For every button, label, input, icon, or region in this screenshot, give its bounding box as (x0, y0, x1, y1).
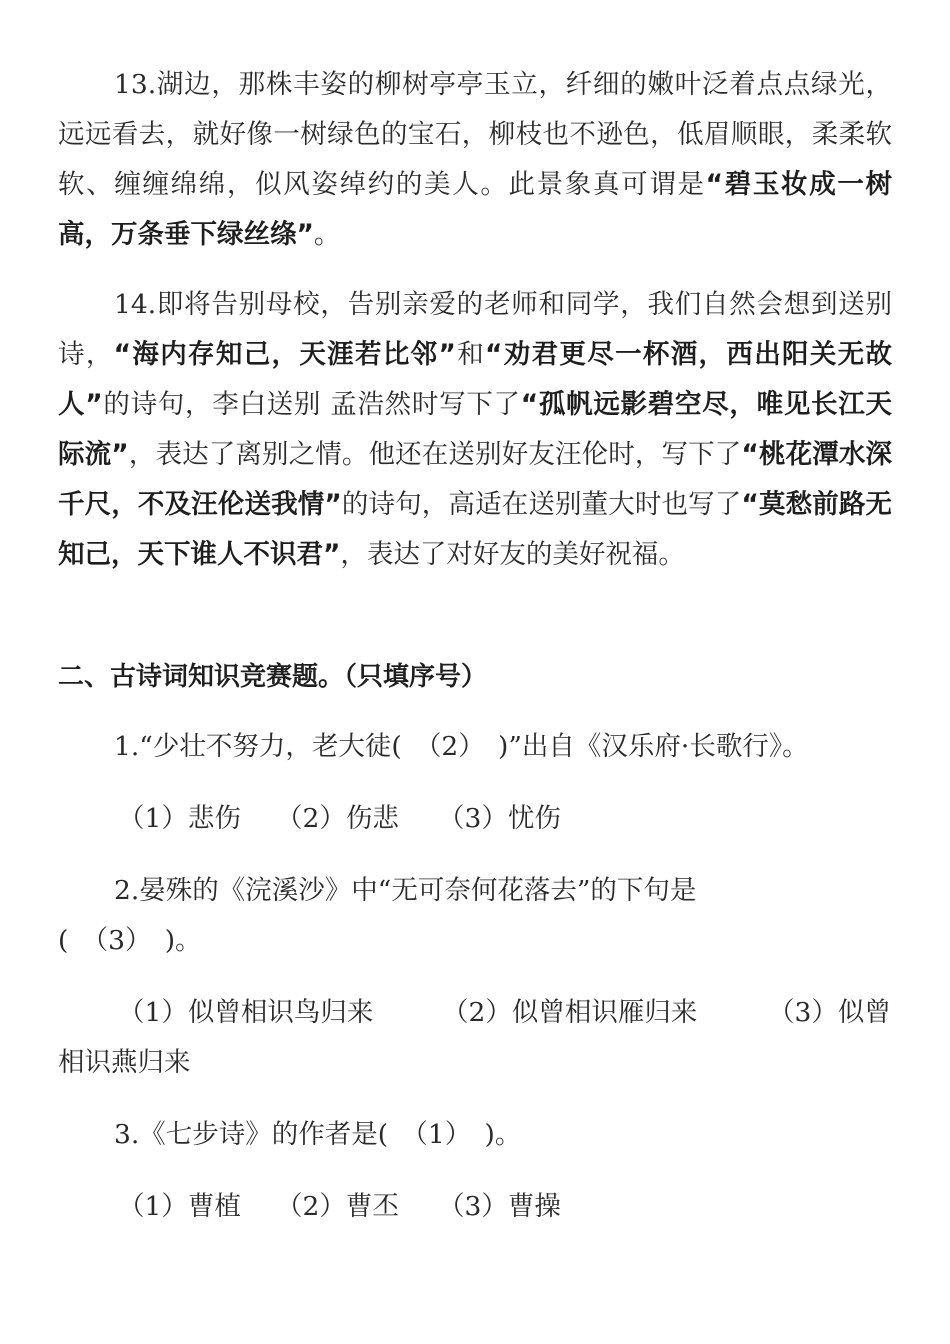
q3-option-1: （1）曹植 (118, 1191, 241, 1222)
q2-option-1: （1）似曾相识鸟归来 (118, 997, 374, 1028)
quiz-question-2-stem-line2: ( （3） )。 (58, 925, 202, 956)
quiz-question-1-options (118, 794, 561, 844)
q14-poem-quote-5: “莫愁前路无知己，天下谁人不识君” (58, 489, 893, 570)
section-2-heading: 二、古诗词知识竞赛题。（只填序号） (58, 662, 488, 692)
q1-option-3: （3）忧伤 (438, 803, 561, 834)
quiz-question-2-options (118, 988, 891, 1038)
q2-option-3-part2: 相识燕归来 (58, 1047, 191, 1078)
quiz-question-3-options (118, 1182, 561, 1232)
q14-poem-quote-1: “海内存知己，天涯若比邻” (113, 339, 456, 370)
q1-option-1: （1）悲伤 (118, 803, 241, 834)
q13-text: 13.湖边，那株丰姿的柳树亭亭玉立，纤细的嫩叶泛着点点绿光，远远看去，就好像一树绿色的宝石，柳枝也不逊色，低眉顺眼，柔柔软软、缠缠绵绵，似风姿绰约的美人。此景象真可谓是 (58, 69, 892, 200)
q13-text-end: 。 (313, 219, 341, 250)
q1-option-2: （2）伤悲 (276, 803, 399, 834)
question-13-paragraph (58, 60, 892, 260)
q14-poem-quote-3: “孤帆远影碧空尽，唯见长江天际流” (58, 389, 892, 470)
q14-text-4: ，表达了离别之情。他还在送别好友汪伦时，写下了 (128, 439, 742, 470)
q2-option-2: （2）似曾相识雁归来 (442, 997, 698, 1028)
q13-poem-quote: “碧玉妆成一树高，万条垂下绿丝绦” (58, 169, 893, 250)
quiz-question-3-stem: 3.《七步诗》的作者是( （1） )。 (114, 1119, 522, 1150)
q14-text-6: ，表达了对好友的美好祝福。 (340, 539, 685, 570)
quiz-question-1-stem: 1.“少壮不努力，老大徒( （2） )”出自《汉乐府·长歌行》。 (114, 731, 809, 762)
q3-option-2: （2）曹丕 (276, 1191, 399, 1222)
q3-option-3: （3）曹操 (438, 1191, 561, 1222)
q14-poem-quote-4: “桃花潭水深千尺，不及汪伦送我情” (58, 439, 892, 520)
quiz-question-2-stem-line1: 2.晏殊的《浣溪沙》中“无可奈何花落去”的下句是 (114, 875, 697, 906)
q14-poem-quote-2: “劝君更尽一杯酒，西出阳关无故人” (58, 339, 893, 420)
q14-text-3: 的诗句，李白送别 孟浩然时写下了 (102, 389, 521, 420)
q2-option-3-part1: （3）似曾 (768, 997, 891, 1028)
q14-text-1: 14.即将告别母校，告别亲爱的老师和同学，我们自然会想到送别诗， (58, 289, 892, 370)
question-14-paragraph (58, 280, 892, 580)
q14-text-2: 和 (455, 339, 486, 370)
q14-text-5: 的诗句，高适在送别董大时也写了 (341, 489, 742, 520)
